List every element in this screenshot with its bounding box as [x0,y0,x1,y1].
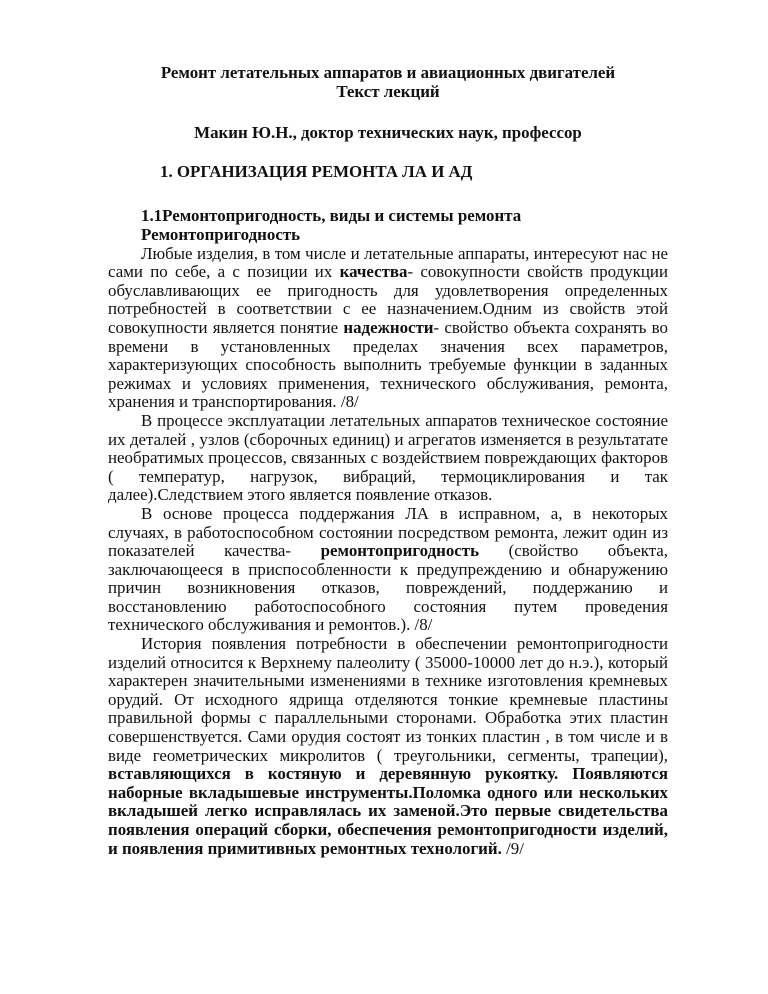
term-quality: качества [339,262,408,282]
author-line: Макин Ю.Н., доктор технических наук, профессор [194,123,582,142]
document-title [108,64,668,101]
paragraph-4: История появления потребности в обеспечении ремонтопригодности изделий относится к Верхнему палеолиту ( 35000-10000 лет до н.э.), который характерен значительными изменениями в технике изготовления кремневых орудий. От исходного ядрища отделяются тонкие кремневые пластины правильной формы с параллельными сторонами. Обработка этих пластин совершенствуется. Сами орудия состоят из тонких пластин , в том числе и в виде геометрических микролитов ( треугольники, сегменты, трапеции), вставляющихся в костяную и деревянную рукоятку. Появляются наборные вкладышевые инструменты.Поломка одного или нескольких вкладышей легко исправлялась их заменой.Это первые свидетельства появления операций сборки, обеспечения ремонтопригодности изделий, и появления примитивных ремонтных технологий. /9/ [108,634,668,858]
paragraph-4-bold-passage: вставляющихся в костяную и деревянную рукоятку. Появляются наборные вкладышевые инструменты.Поломка одного или нескольких вкладышей легко исправлялась их заменой.Это первые свидетельства появления операций сборки, обеспечения ремонтопригодности изделий, и появления примитивных ремонтных технологий. [108,764,668,858]
term-maintainability: ремонтопригодность [320,541,480,561]
section-subheading: Ремонтопригодность [141,225,301,244]
title-line-2: Текст лекций [336,81,440,101]
term-reliability: надежности [343,317,434,337]
paragraph-1: Любые изделия, в том числе и летательные аппараты, интересуют нас не сами по себе, а с позиции их качества- совокупности свойств продукции обуславливающих ее пригодность для удовлетворения определенных потребностей в соответствии с ее назначением.Одним из свойств этой совокупности является понятие надежности- свойство объекта сохранять во времени в установленных пределах значения всех параметров, характеризующих способность выполнить требуемые функции в заданных режимах и условиях применения, технического обслуживания, ремонта, хранения и транспортирования. /8/ [108,243,668,412]
paragraph-2: В процессе эксплуатации летательных аппаратов техническое состояние их деталей , узлов (сборочных единиц) и агрегатов изменяется в результатате необратимых процессов, связанных с воздействием повреждающих факторов ( температур, нагрузок, вибраций, термоциклирования и так далее).Следствием этого является появление отказов. [108,410,668,505]
section-heading: 1.1Ремонтопригодность, виды и системы ремонта [141,206,522,225]
title-line-1: Ремонт летательных аппаратов и авиационных двигателей [160,63,616,82]
paragraph-3: В основе процесса поддержания ЛА в исправном, а, в некоторых случаях, в работоспособном состоянии посредством ремонта, лежит один из показателей качества- ремонтопригодность (свойство объекта, заключающееся в приспособленности к предупреждению и обнаружению причин возникновения отказов, повреждений, поддержанию и восстановлению работоспособного состояния путем проведения технического обслуживания и ремонтов.). /8/ [108,503,669,635]
document-body [108,226,668,858]
chapter-heading: 1. ОРГАНИЗАЦИЯ РЕМОНТА ЛА И АД [160,162,473,181]
